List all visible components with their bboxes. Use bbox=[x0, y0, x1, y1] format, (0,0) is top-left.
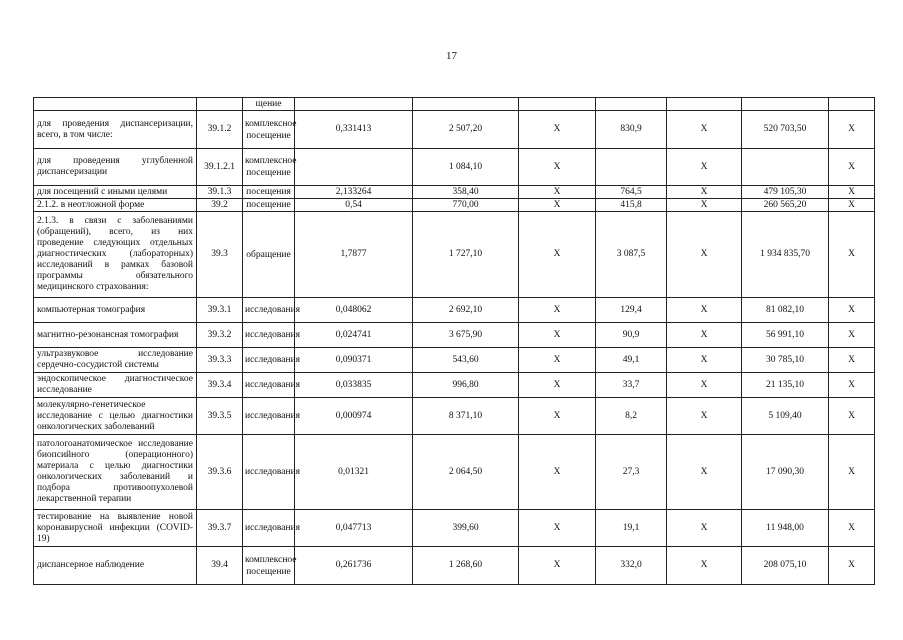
row-col7-cell: 415,8 bbox=[596, 199, 667, 212]
table-row bbox=[34, 111, 875, 149]
row-col6-cell: X bbox=[519, 323, 596, 348]
row-col8-cell: X bbox=[667, 199, 742, 212]
row-norm-cell: 0,024741 bbox=[295, 323, 413, 348]
row-col6-cell bbox=[519, 98, 596, 111]
row-name-cell: для проведения диспансеризации, всего, в том числе: bbox=[34, 111, 197, 149]
row-norm-cell: 0,261736 bbox=[295, 547, 413, 585]
row-col6-cell: X bbox=[519, 510, 596, 547]
row-unit-cell: посещения bbox=[243, 186, 295, 199]
row-code-cell: 39.3.3 bbox=[197, 348, 243, 373]
row-col7-cell: 90,9 bbox=[596, 323, 667, 348]
row-norm-cell: 0,54 bbox=[295, 199, 413, 212]
row-col6-cell: X bbox=[519, 149, 596, 186]
row-unit-cell: комплексное посещение bbox=[243, 149, 295, 186]
row-norm-cell bbox=[295, 149, 413, 186]
row-col9-cell: 260 565,20 bbox=[742, 199, 829, 212]
row-name-cell: для посещений с иными целями bbox=[34, 186, 197, 199]
row-unit-cell: исследования bbox=[243, 435, 295, 510]
row-col9-cell: 30 785,10 bbox=[742, 348, 829, 373]
row-col9-cell: 1 934 835,70 bbox=[742, 212, 829, 298]
row-col9-cell: 479 105,30 bbox=[742, 186, 829, 199]
row-col9-cell: 5 109,40 bbox=[742, 398, 829, 435]
row-col10-cell: X bbox=[829, 547, 875, 585]
table-row bbox=[34, 212, 875, 298]
row-norm-cell: 0,047713 bbox=[295, 510, 413, 547]
row-unit-cell: исследования bbox=[243, 323, 295, 348]
row-cost-cell: 3 675,90 bbox=[413, 323, 519, 348]
row-unit-cell: комплексное посещение bbox=[243, 111, 295, 149]
row-col9-cell: 21 135,10 bbox=[742, 373, 829, 398]
row-code-cell: 39.3.4 bbox=[197, 373, 243, 398]
row-code-cell: 39.1.3 bbox=[197, 186, 243, 199]
table-row bbox=[34, 547, 875, 585]
table-row bbox=[34, 435, 875, 510]
row-col6-cell: X bbox=[519, 212, 596, 298]
row-col8-cell bbox=[667, 98, 742, 111]
row-col7-cell bbox=[596, 98, 667, 111]
row-col10-cell bbox=[829, 98, 875, 111]
row-norm-cell: 0,048062 bbox=[295, 298, 413, 323]
row-col10-cell: X bbox=[829, 212, 875, 298]
row-code-cell: 39.3.5 bbox=[197, 398, 243, 435]
row-norm-cell bbox=[295, 98, 413, 111]
row-col7-cell: 3 087,5 bbox=[596, 212, 667, 298]
row-name-cell: тестирование на выявление новой коронавирусной инфекции (COVID-19) bbox=[34, 510, 197, 547]
row-col9-cell: 56 991,10 bbox=[742, 323, 829, 348]
row-code-cell: 39.3 bbox=[197, 212, 243, 298]
tariff-table bbox=[33, 97, 875, 585]
row-col10-cell: X bbox=[829, 323, 875, 348]
row-name-cell: диспансерное наблюдение bbox=[34, 547, 197, 585]
row-code-cell: 39.1.2 bbox=[197, 111, 243, 149]
row-cost-cell: 996,80 bbox=[413, 373, 519, 398]
row-col9-cell: 11 948,00 bbox=[742, 510, 829, 547]
row-col7-cell: 19,1 bbox=[596, 510, 667, 547]
row-col10-cell: X bbox=[829, 373, 875, 398]
row-col6-cell: X bbox=[519, 398, 596, 435]
row-col9-cell bbox=[742, 149, 829, 186]
row-code-cell: 39.3.7 bbox=[197, 510, 243, 547]
row-col8-cell: X bbox=[667, 111, 742, 149]
row-unit-cell: посещение bbox=[243, 199, 295, 212]
row-col10-cell: X bbox=[829, 111, 875, 149]
table-row bbox=[34, 323, 875, 348]
row-name-cell bbox=[34, 98, 197, 111]
row-col10-cell: X bbox=[829, 186, 875, 199]
row-cost-cell: 8 371,10 bbox=[413, 398, 519, 435]
row-norm-cell: 2,133264 bbox=[295, 186, 413, 199]
row-name-cell: для проведения углубленной диспансеризации bbox=[34, 149, 197, 186]
row-cost-cell: 1 084,10 bbox=[413, 149, 519, 186]
row-col8-cell: X bbox=[667, 435, 742, 510]
row-name-cell: 2.1.3. в связи с заболеваниями (обращений), всего, из них проведение следующих отдельных диагностических (лабораторных) исследований в рамках базовой программы обязательного медицинского страхования: bbox=[34, 212, 197, 298]
row-col8-cell: X bbox=[667, 547, 742, 585]
row-col8-cell: X bbox=[667, 149, 742, 186]
table-row bbox=[34, 98, 875, 111]
row-col9-cell: 81 082,10 bbox=[742, 298, 829, 323]
row-col7-cell: 129,4 bbox=[596, 298, 667, 323]
row-code-cell: 39.2 bbox=[197, 199, 243, 212]
row-col6-cell: X bbox=[519, 547, 596, 585]
row-code-cell bbox=[197, 98, 243, 111]
row-col6-cell: X bbox=[519, 298, 596, 323]
row-norm-cell: 1,7877 bbox=[295, 212, 413, 298]
table-row bbox=[34, 348, 875, 373]
row-norm-cell: 0,033835 bbox=[295, 373, 413, 398]
row-code-cell: 39.3.2 bbox=[197, 323, 243, 348]
row-cost-cell: 2 507,20 bbox=[413, 111, 519, 149]
row-cost-cell: 2 692,10 bbox=[413, 298, 519, 323]
table-row bbox=[34, 398, 875, 435]
row-unit-cell: исследования bbox=[243, 298, 295, 323]
row-col10-cell: X bbox=[829, 435, 875, 510]
table-row bbox=[34, 373, 875, 398]
row-col7-cell: 830,9 bbox=[596, 111, 667, 149]
row-col9-cell: 208 075,10 bbox=[742, 547, 829, 585]
row-cost-cell: 1 727,10 bbox=[413, 212, 519, 298]
row-col6-cell: X bbox=[519, 435, 596, 510]
row-col8-cell: X bbox=[667, 348, 742, 373]
row-cost-cell: 358,40 bbox=[413, 186, 519, 199]
row-col6-cell: X bbox=[519, 373, 596, 398]
row-col10-cell: X bbox=[829, 510, 875, 547]
row-col7-cell: 8,2 bbox=[596, 398, 667, 435]
row-unit-cell: комплексное посещение bbox=[243, 547, 295, 585]
row-col7-cell: 764,5 bbox=[596, 186, 667, 199]
row-col9-cell: 17 090,30 bbox=[742, 435, 829, 510]
row-name-cell: ультразвуковое исследование сердечно-сосудистой системы bbox=[34, 348, 197, 373]
row-col8-cell: X bbox=[667, 373, 742, 398]
row-code-cell: 39.1.2.1 bbox=[197, 149, 243, 186]
row-col8-cell: X bbox=[667, 323, 742, 348]
row-unit-cell: исследования bbox=[243, 398, 295, 435]
table-row bbox=[34, 510, 875, 547]
row-cost-cell: 399,60 bbox=[413, 510, 519, 547]
row-col7-cell: 49,1 bbox=[596, 348, 667, 373]
row-cost-cell: 543,60 bbox=[413, 348, 519, 373]
row-code-cell: 39.4 bbox=[197, 547, 243, 585]
row-col6-cell: X bbox=[519, 111, 596, 149]
row-cost-cell: 2 064,50 bbox=[413, 435, 519, 510]
row-col10-cell: X bbox=[829, 348, 875, 373]
row-name-cell: эндоскопическое диагностическое исследование bbox=[34, 373, 197, 398]
row-col10-cell: X bbox=[829, 199, 875, 212]
row-col8-cell: X bbox=[667, 212, 742, 298]
row-col7-cell: 332,0 bbox=[596, 547, 667, 585]
table-body bbox=[34, 98, 875, 585]
row-unit-cell: щение bbox=[243, 98, 295, 111]
row-col7-cell: 33,7 bbox=[596, 373, 667, 398]
row-col7-cell: 27,3 bbox=[596, 435, 667, 510]
row-col8-cell: X bbox=[667, 298, 742, 323]
row-col8-cell: X bbox=[667, 398, 742, 435]
row-name-cell: патологоанатомическое исследование биопсийного (операционного) материала с целью диагностики онкологических заболеваний и подбора противоопухолевой лекарственной терапии bbox=[34, 435, 197, 510]
row-code-cell: 39.3.6 bbox=[197, 435, 243, 510]
row-name-cell: компьютерная томография bbox=[34, 298, 197, 323]
row-col8-cell: X bbox=[667, 510, 742, 547]
row-col6-cell: X bbox=[519, 186, 596, 199]
row-name-cell: молекулярно-генетическое исследование с целью диагностики онкологических заболеваний bbox=[34, 398, 197, 435]
row-cost-cell: 1 268,60 bbox=[413, 547, 519, 585]
row-col6-cell: X bbox=[519, 199, 596, 212]
row-norm-cell: 0,000974 bbox=[295, 398, 413, 435]
row-unit-cell: исследования bbox=[243, 373, 295, 398]
row-col9-cell: 520 703,50 bbox=[742, 111, 829, 149]
row-name-cell: 2.1.2. в неотложной форме bbox=[34, 199, 197, 212]
row-col10-cell: X bbox=[829, 298, 875, 323]
page-number: 17 bbox=[446, 50, 457, 62]
table-row bbox=[34, 298, 875, 323]
row-name-cell: магнитно-резонансная томография bbox=[34, 323, 197, 348]
row-col6-cell: X bbox=[519, 348, 596, 373]
row-col7-cell bbox=[596, 149, 667, 186]
row-unit-cell: исследования bbox=[243, 348, 295, 373]
row-norm-cell: 0,01321 bbox=[295, 435, 413, 510]
row-col8-cell: X bbox=[667, 186, 742, 199]
row-cost-cell: 770,00 bbox=[413, 199, 519, 212]
row-col10-cell: X bbox=[829, 149, 875, 186]
row-col9-cell bbox=[742, 98, 829, 111]
row-unit-cell: исследования bbox=[243, 510, 295, 547]
row-unit-cell: обращение bbox=[243, 212, 295, 298]
row-code-cell: 39.3.1 bbox=[197, 298, 243, 323]
row-norm-cell: 0,090371 bbox=[295, 348, 413, 373]
table-row bbox=[34, 186, 875, 199]
row-col10-cell: X bbox=[829, 398, 875, 435]
row-cost-cell bbox=[413, 98, 519, 111]
table-row bbox=[34, 149, 875, 186]
table-row bbox=[34, 199, 875, 212]
row-norm-cell: 0,331413 bbox=[295, 111, 413, 149]
